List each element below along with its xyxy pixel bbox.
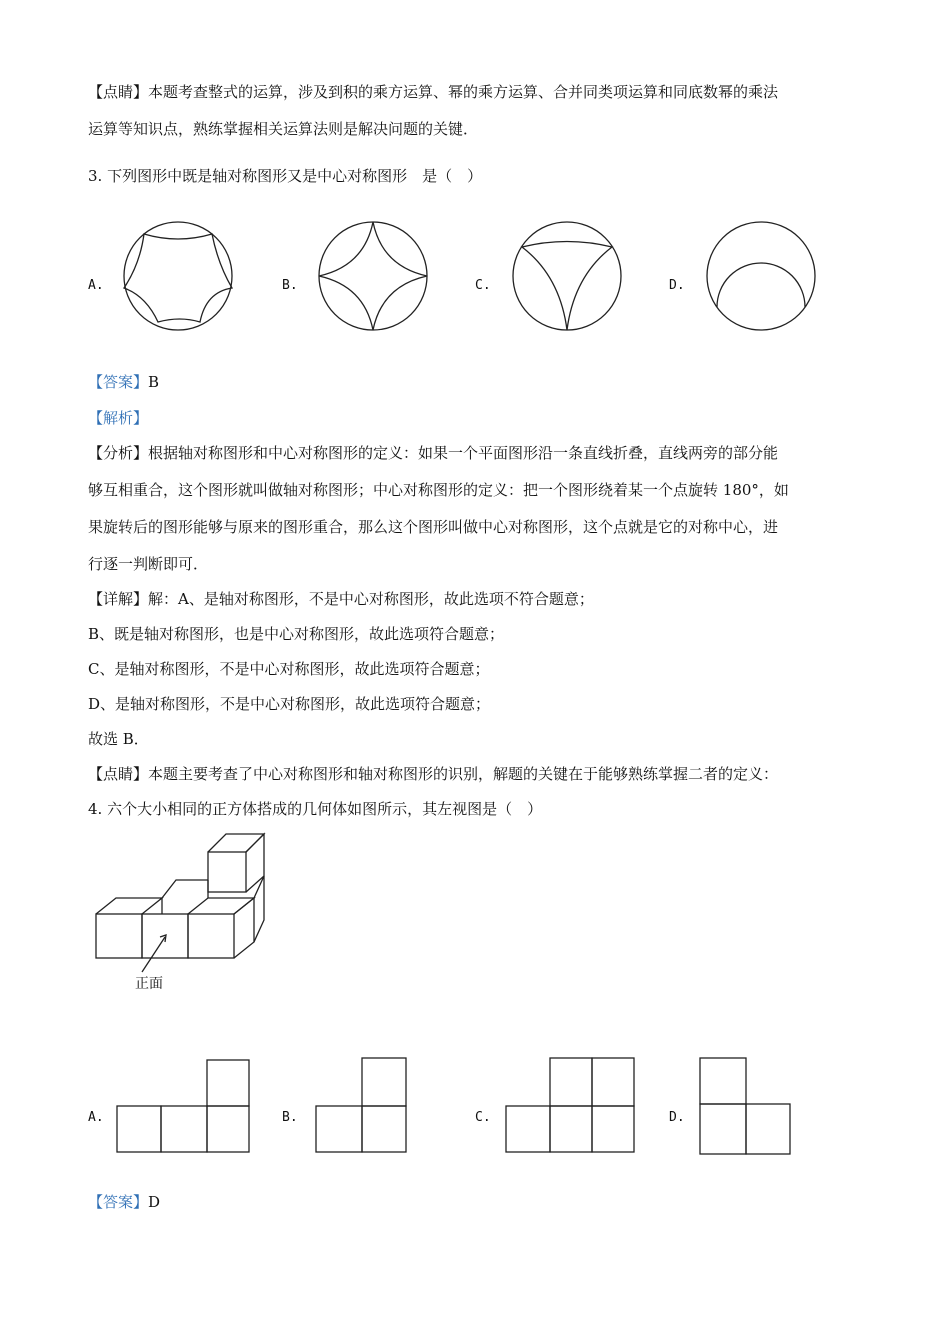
fenxi-tag: 【分析】 <box>88 444 149 462</box>
xiangjie-text-1: 解：A、是轴对称图形，不是中心对称图形，故此选项不符合题意； <box>148 590 594 608</box>
q4-figure-d <box>700 1058 790 1154</box>
xiangjie-line-3: C、是轴对称图形，不是中心对称图形，故此选项符合题意； <box>88 660 490 678</box>
q4-answer <box>88 1192 160 1212</box>
q3-option-c-label: C. <box>475 278 491 293</box>
fenxi-line-4: 行逐一判断即可． <box>88 555 209 573</box>
dianjing-line-1: 本题考查整式的运算，涉及到积的乘方运算、幂的乘方运算、合并同类项运算和同底数幂的乘法 <box>148 83 779 101</box>
dianjing-line-2: 运算等知识点，熟练掌握相关运算法则是解决问题的关键． <box>88 120 479 138</box>
q3-option-b-label: B. <box>282 278 298 293</box>
dianjing-tag-2: 【点睛】 <box>88 765 149 783</box>
q4-option-d-label: D. <box>669 1110 685 1125</box>
fenxi-line-3: 果旋转后的图形能够与原来的图形重合，那么这个图形叫做中心对称图形，这个点就是它的对称中心，进 <box>88 518 779 536</box>
q4-stem: 4. 六个大小相同的正方体搭成的几何体如图所示，其左视图是（ ） <box>88 800 543 818</box>
dianjing-text-2: 本题主要考查了中心对称图形和轴对称图形的识别，解题的关键在于能够熟练掌握二者的定义： <box>148 765 779 783</box>
fenxi-text-1: 根据轴对称图形和中心对称图形的定义：如果一个平面图形沿一条直线折叠，直线两旁的部分能 <box>148 444 779 462</box>
dianjing-tag: 【点睛】 <box>88 83 149 101</box>
q3-option-a-label: A. <box>88 278 104 293</box>
q4-answer-tag: 【答案】 <box>88 1193 149 1211</box>
xiangjie-line-4: D、是轴对称图形，不是中心对称图形，故此选项符合题意； <box>88 695 491 713</box>
q4-option-b-label: B. <box>282 1110 298 1125</box>
front-label: 正面 <box>135 976 163 992</box>
xiangjie-tag: 【详解】 <box>88 590 149 608</box>
q4-figure-b <box>316 1058 406 1152</box>
fenxi-line-2: 够互相重合，这个图形就叫做轴对称图形；中心对称图形的定义：把一个图形绕着某一个点旋转 180°，如 <box>88 481 789 499</box>
q4-option-c-label: C. <box>475 1110 491 1125</box>
q4-option-a-label: A. <box>88 1110 104 1125</box>
q4-figure-a <box>117 1060 249 1152</box>
answer-value: B <box>148 373 160 391</box>
q3-option-d-label: D. <box>669 278 685 293</box>
answer-tag: 【答案】 <box>88 373 149 391</box>
q4-answer-value: D <box>148 1193 161 1211</box>
xiangjie-line-2: B、既是轴对称图形，也是中心对称图形，故此选项符合题意； <box>88 625 505 643</box>
xiangjie-line-5: 故选 B． <box>88 730 149 748</box>
q4-figure-c <box>506 1058 634 1152</box>
jiexi-tag: 【解析】 <box>88 409 149 427</box>
q3-stem: 3. 下列图形中既是轴对称图形又是中心对称图形 是（ ） <box>88 167 483 185</box>
